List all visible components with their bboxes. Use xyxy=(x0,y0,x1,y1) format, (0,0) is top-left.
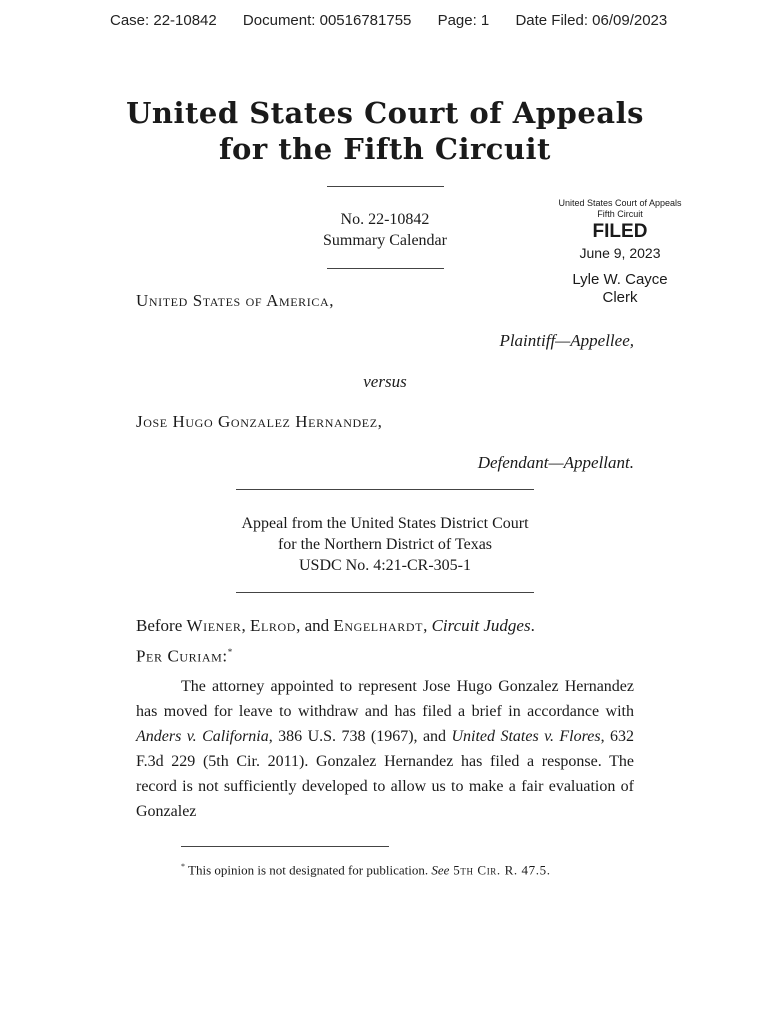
panel-sep: , xyxy=(423,616,428,635)
judge-elrod: Elrod xyxy=(250,616,297,635)
appeal-line3: USDC No. 4:21-CR-305-1 xyxy=(298,557,471,574)
footnote-mark: * xyxy=(181,862,185,871)
stamp-clerk-name: Lyle W. Cayce xyxy=(572,271,668,288)
filing-header xyxy=(110,12,689,29)
date-filed: Date Filed: 06/09/2023 xyxy=(515,12,668,29)
case-citation-anders: Anders v. California xyxy=(136,728,269,745)
page-number: Page: 1 xyxy=(437,12,490,29)
docket-calendar: Summary Calendar xyxy=(323,232,447,249)
opinion-text: , 386 U.S. 738 (1967), and xyxy=(268,728,452,745)
docket-number: No. 22-10842 xyxy=(340,211,430,228)
case-citation-flores: United States v. Flores xyxy=(451,728,601,745)
filed-stamp xyxy=(550,198,690,307)
case-number: Case: 22-10842 xyxy=(110,12,217,29)
footnote-divider xyxy=(181,846,389,847)
stamp-filed: FILED xyxy=(592,221,648,242)
judge-wiener: Wiener xyxy=(186,616,242,635)
panel-sep: , and xyxy=(296,616,330,635)
docket-block xyxy=(285,209,485,251)
judges-title: Circuit Judges xyxy=(431,616,531,635)
panel-before: Before xyxy=(136,616,183,635)
opinion-text: The attorney appointed to represent Jose Hugo Gonzalez Hernandez has moved for leave to withdraw and has filed a brief in accordance with xyxy=(136,678,634,720)
panel-line xyxy=(136,614,535,638)
panel-end: . xyxy=(530,616,535,635)
appeal-info xyxy=(185,513,585,576)
versus: versus xyxy=(363,372,407,391)
per-curiam xyxy=(136,640,232,669)
footnote-see: See xyxy=(431,862,450,878)
appeal-line1: Appeal from the United States District Court xyxy=(241,515,529,532)
footnote xyxy=(181,858,551,879)
divider xyxy=(236,592,534,593)
court-title-line1: United States Court of Appeals xyxy=(126,96,644,130)
plaintiff-role: Plaintiff—Appellee, xyxy=(499,331,634,350)
plaintiff-name: United States of America, xyxy=(136,291,335,310)
footnote-text: This opinion is not designated for publication. xyxy=(185,862,432,878)
footnote-mark: * xyxy=(227,647,233,657)
document-number: Document: 00516781755 xyxy=(242,12,412,29)
court-title xyxy=(0,95,770,167)
stamp-clerk-title: Clerk xyxy=(602,289,638,306)
stamp-court-line2: Fifth Circuit xyxy=(597,209,643,219)
divider xyxy=(236,489,534,490)
opinion-text: , 632 F.3d 229 (5th Cir. 2011). Gonzalez Hernandez has filed a response. The record is not sufficiently developed to allow us to make a fair evaluation of Gonzalez xyxy=(136,728,635,820)
appeal-line2: for the Northern District of Texas xyxy=(277,536,493,553)
panel-sep: , xyxy=(241,616,246,635)
judge-engelhardt: Engelhardt xyxy=(333,616,424,635)
footnote-rule: 5th Cir. R. 47.5. xyxy=(449,862,551,878)
defendant-role: Defendant—Appellant. xyxy=(477,453,634,472)
stamp-date: June 9, 2023 xyxy=(579,245,661,261)
stamp-court-line1: United States Court of Appeals xyxy=(558,198,682,208)
divider xyxy=(327,268,444,269)
per-curiam-label: Per Curiam: xyxy=(136,646,228,666)
opinion-paragraph xyxy=(136,674,634,824)
defendant-name: Jose Hugo Gonzalez Hernandez, xyxy=(136,412,383,431)
court-title-line2: for the Fifth Circuit xyxy=(219,132,551,166)
divider xyxy=(327,186,444,187)
